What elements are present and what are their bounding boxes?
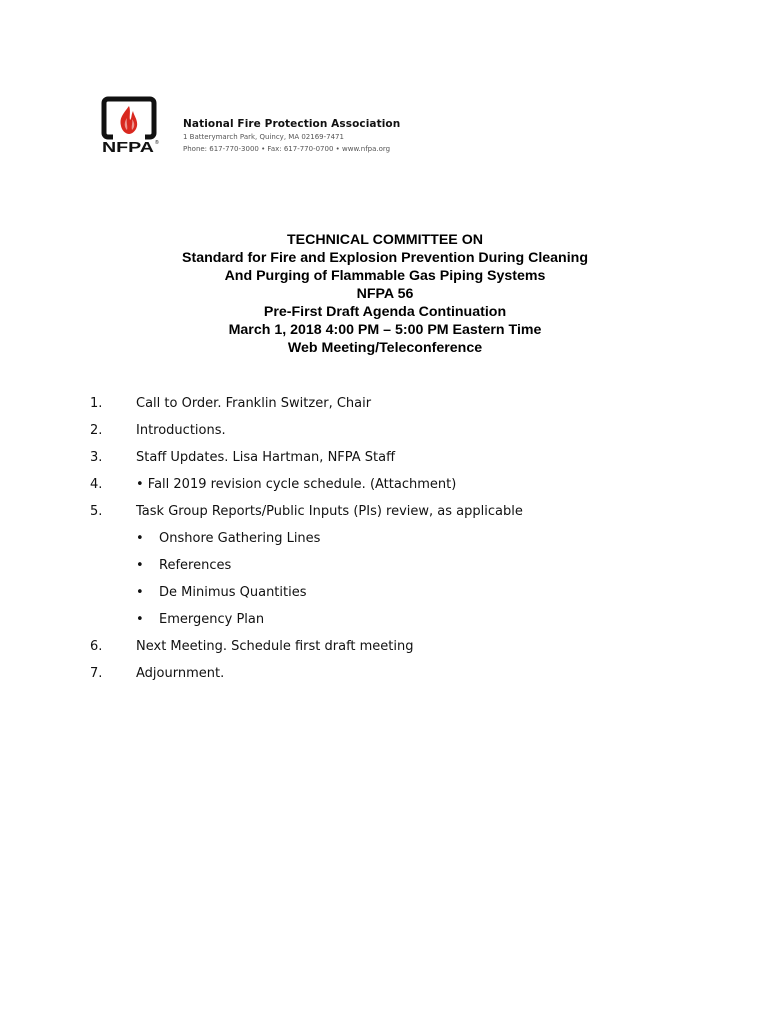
agenda-item-text: Introductions. [136, 423, 226, 438]
agenda-item-number: 6. [90, 639, 103, 654]
nfpa-logo [101, 96, 159, 154]
agenda-item-text: Adjournment. [136, 666, 225, 681]
org-contact: Phone: 617-770-3000 • Fax: 617-770-0700 • www.nfpa.org [183, 145, 391, 153]
agenda-item-text: Staff Updates. Lisa Hartman, NFPA Staff [136, 450, 396, 465]
agenda-item-number: 5. [90, 504, 103, 519]
title-line-date-time: March 1, 2018 4:00 PM – 5:00 PM Eastern Time [228, 322, 542, 338]
org-address: 1 Batterymarch Park, Quincy, MA 02169-7471 [183, 133, 344, 141]
title-line-agenda-type: Pre-First Draft Agenda Continuation [263, 304, 507, 320]
agenda-item-text: • Fall 2019 revision cycle schedule. (Attachment) [136, 477, 457, 492]
document-title [0, 231, 770, 357]
agenda-item-number: 3. [90, 450, 103, 465]
bullet-icon: • [136, 585, 144, 600]
title-line-nfpa-number: NFPA 56 [356, 286, 414, 302]
agenda-item-number: 1. [90, 396, 103, 411]
title-line-standard: Standard for Fire and Explosion Prevention During Cleaning [182, 250, 588, 266]
svg-text:NFPA: NFPA [102, 139, 155, 154]
agenda-sub-item-text: Onshore Gathering Lines [159, 531, 321, 546]
agenda-item-number: 7. [90, 666, 103, 681]
bullet-icon: • [136, 612, 144, 627]
agenda-item-text: Call to Order. Franklin Switzer, Chair [136, 396, 372, 411]
agenda-sub-item-text: References [159, 558, 232, 573]
bullet-icon: • [136, 558, 144, 573]
agenda-sub-item-text: Emergency Plan [159, 612, 265, 627]
title-line-meeting-format: Web Meeting/Teleconference [287, 340, 483, 356]
agenda-item-number: 2. [90, 423, 103, 438]
svg-text:®: ® [155, 140, 159, 146]
title-line-committee: TECHNICAL COMMITTEE ON [287, 232, 483, 248]
agenda-item-text: Task Group Reports/Public Inputs (PIs) review, as applicable [136, 504, 523, 519]
agenda-sub-item-text: De Minimus Quantities [159, 585, 307, 600]
letterhead-text [183, 118, 400, 154]
bullet-icon: • [136, 531, 144, 546]
org-name: National Fire Protection Association [183, 118, 401, 130]
agenda-item-number: 4. [90, 477, 103, 492]
agenda-item-text: Next Meeting. Schedule first draft meeting [136, 639, 414, 654]
title-line-standard-cont: And Purging of Flammable Gas Piping Systems [224, 268, 546, 284]
